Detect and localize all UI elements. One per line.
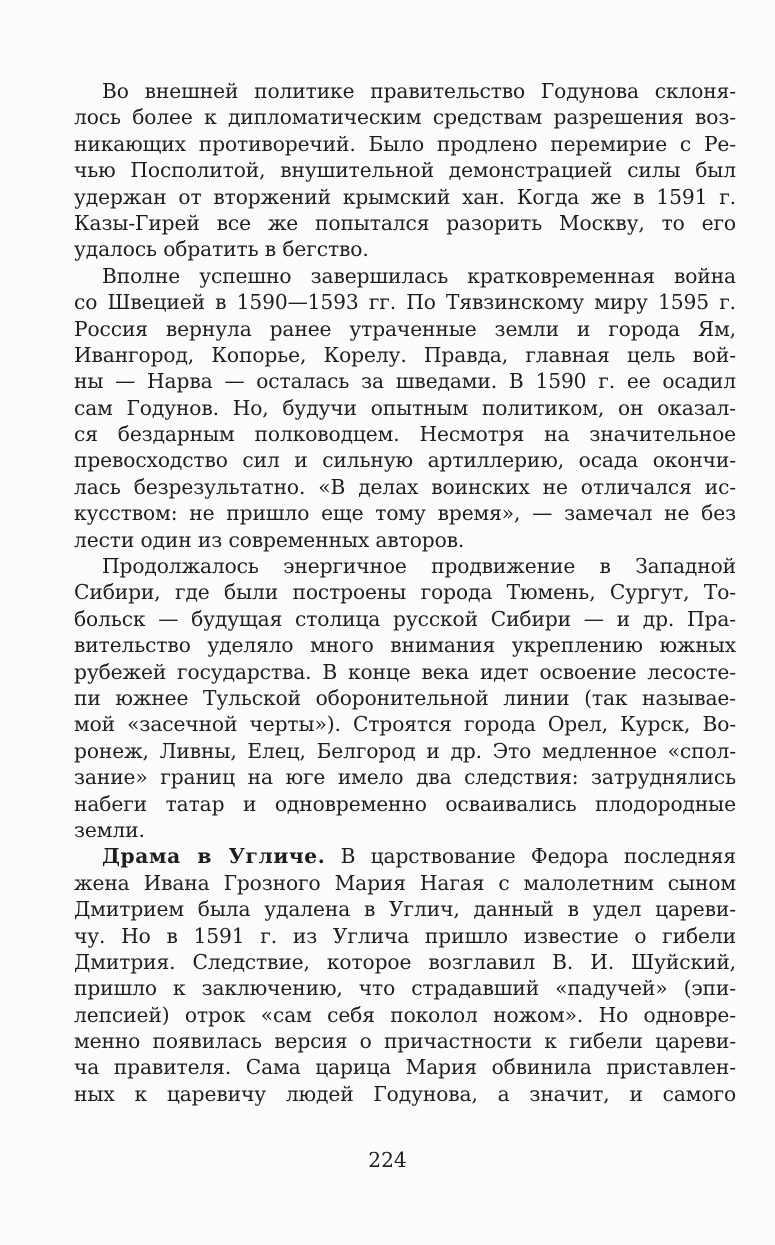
text-line: Во внешней политике правительство Годунова склоня- — [102, 79, 736, 103]
text-line: чью Посполитой, внушительной демонстрацией силы был — [74, 158, 736, 183]
text-line: удалось обратить в бегство. — [74, 237, 369, 262]
text-line: ных к царевичу людей Годунова, а значит, и самого — [74, 1081, 736, 1106]
text-line: пришло к заключению, что страдавший «падучей» (эпи- — [74, 976, 736, 1001]
paragraph — [74, 553, 736, 843]
text-line: кусством: не пришло еще тому время», — замечал не без — [74, 501, 736, 526]
text-run: В царствование Федора последняя — [325, 844, 736, 869]
text-line: лепсией) отрок «сам себя поколол ножом». Но одновре- — [74, 1002, 736, 1027]
text-line: превосходство сил и сильную артиллерию, осада окончи- — [74, 448, 736, 473]
text-line: ны — Нарва — осталась за шведами. В 1590 г. ее осадил — [74, 369, 736, 394]
text-line: Ивангород, Копорье, Корелу. Правда, главная цель вой- — [74, 342, 736, 367]
text-line: мой «засечной черты»). Строятся города Орел, Курск, Во- — [74, 712, 736, 737]
text-line: рубежей государства. В конце века идет освоение лесосте- — [74, 659, 736, 684]
text-line: Казы-Гирей все же попытался разорить Москву, то его — [74, 210, 736, 235]
text-line: зание» границ на юге имело два следствия: затруднялись — [74, 765, 736, 790]
text-line: вительство уделяло много внимания укреплению южных — [74, 633, 736, 658]
text-line: удержан от вторжений крымский хан. Когда же в 1591 г. — [74, 184, 736, 209]
text-line: набеги татар и одновременно осваивались плодородные — [74, 791, 736, 816]
text-line: менно появилась версия о причастности к гибели цареви- — [74, 1029, 736, 1054]
text-line: лести один из современных авторов. — [74, 527, 465, 552]
text-line: лось более к дипломатическим средствам разрешения воз- — [74, 105, 736, 130]
text-line: со Швецией в 1590—1593 гг. По Тявзинскому миру 1595 г. — [74, 290, 736, 315]
section-heading: Драма в Угличе. — [102, 844, 326, 869]
text-line: Продолжалось энергичное продвижение в Западной — [102, 554, 736, 579]
text-line — [74, 843, 736, 869]
text-line: Дмитрия. Следствие, которое возглавил В. И. Шуйский, — [74, 949, 736, 974]
text-line: Дмитрием была удалена в Углич, данный в удел цареви- — [74, 897, 736, 922]
text-line: ча правителя. Сама царица Мария обвинила приставлен- — [74, 1055, 736, 1080]
text-line: жена Ивана Грозного Мария Нагая с малолетним сыном — [74, 870, 736, 895]
text-line: больск — будущая столица русской Сибири — и др. Пра- — [74, 606, 736, 631]
text-line: сам Годунов. Но, будучи опытным политиком, он оказал- — [74, 395, 736, 420]
text-line: ронеж, Ливны, Елец, Белгород и др. Это медленное «спол- — [74, 738, 736, 763]
text-line: пи южнее Тульской оборонительной линии (так называе- — [74, 685, 736, 710]
text-line: никающих противоречий. Было продлено перемирие с Ре- — [74, 131, 736, 156]
paragraph — [74, 78, 736, 263]
text-line: земли. — [74, 817, 145, 842]
paragraph — [74, 263, 736, 553]
text-line: Вполне успешно завершилась кратковременная война — [102, 263, 736, 288]
text-line: ся бездарным полководцем. Несмотря на значительное — [74, 422, 736, 447]
text-line: лась безрезультатно. «В делах воинских не отличался ис- — [74, 474, 736, 499]
text-line: чу. Но в 1591 г. из Углича пришло известие о гибели — [74, 923, 736, 948]
text-line: Россия вернула ранее утраченные земли и города Ям, — [74, 316, 736, 341]
text-line: Сибири, где были построены города Тюмень, Сургут, То- — [74, 580, 736, 605]
paragraph — [74, 843, 736, 1107]
page-number: 224 — [368, 1148, 407, 1172]
page-text — [74, 78, 736, 1107]
